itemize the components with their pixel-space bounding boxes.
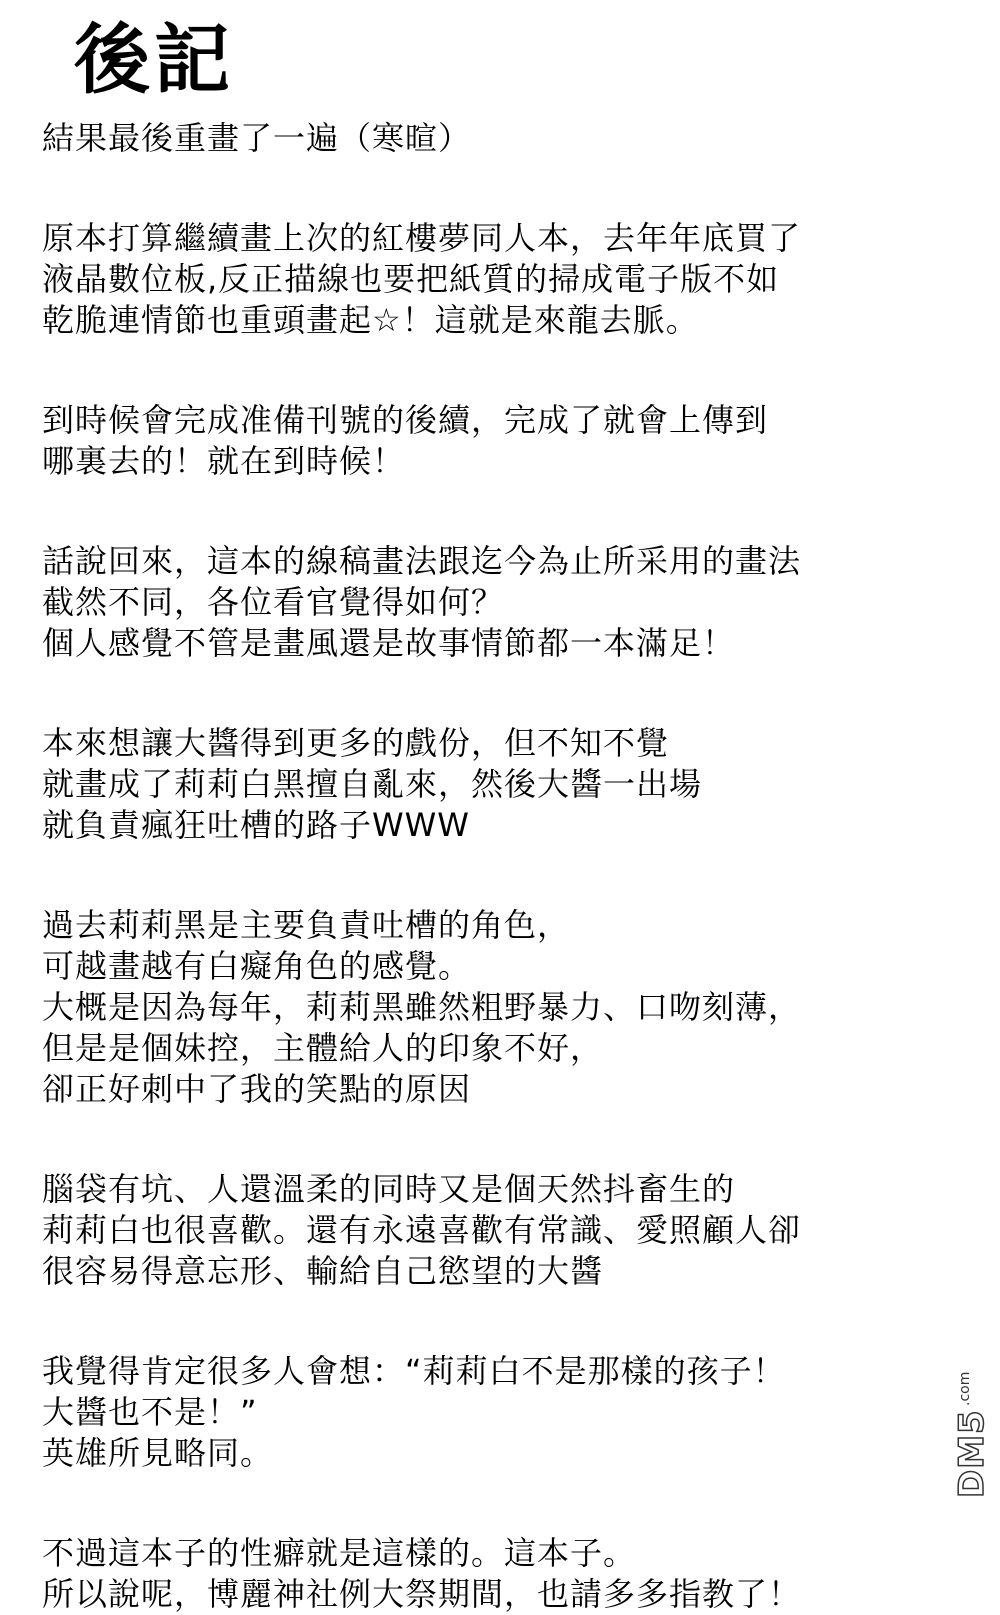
paragraph-gap <box>42 1292 942 1351</box>
text-line: 原本打算繼續畫上次的紅樓夢同人本，去年年底買了 <box>42 219 802 257</box>
text-line: 液晶數位板,反正描線也要把紙質的掃成電子版不如 <box>42 260 780 298</box>
text-line: 所以說呢，博麗神社例大祭期間，也請多多指教了！ <box>42 1575 802 1613</box>
text-line: 結果最後重畫了一遍（寒暄） <box>42 119 472 157</box>
paragraph-gap <box>42 482 942 541</box>
text-line: 大概是因為每年，莉莉黑雖然粗野暴力、口吻刻薄， <box>42 988 802 1026</box>
watermark-text: DM5 <box>952 1409 992 1498</box>
text-line: 截然不同，各位看官覺得如何？ <box>42 583 505 621</box>
paragraph-gap <box>42 846 942 905</box>
paragraph-gap <box>42 1110 942 1169</box>
paragraph-gap <box>42 159 942 218</box>
text-line: 可越畫越有白癡角色的感覺。 <box>42 947 472 985</box>
text-line: 卻正好刺中了我的笑點的原因 <box>42 1070 472 1108</box>
watermark-domain: .com <box>957 1371 973 1406</box>
text-line: 但是是個妹控，主體給人的印象不好， <box>42 1029 604 1067</box>
dm5-watermark-logo <box>945 1350 995 1500</box>
text-line: 腦袋有坑、人還溫柔的同時又是個天然抖畜生的 <box>42 1170 736 1208</box>
text-line: 很容易得意忘形、輸給自己慾望的大醬 <box>42 1252 604 1290</box>
afterword-body <box>42 118 942 1615</box>
text-line: 不過這本子的性癖就是這樣的。這本子。 <box>42 1534 637 1572</box>
text-line: 過去莉莉黑是主要負責吐槽的角色， <box>42 906 571 944</box>
page-title: 後記 <box>74 15 234 104</box>
text-line: 哪裏去的！就在到時候！ <box>42 442 406 480</box>
text-line: 本來想讓大醬得到更多的戲份，但不知不覺 <box>42 724 670 762</box>
text-line: 我覺得肯定很多人會想：“莉莉白不是那樣的孩子！ <box>42 1352 786 1390</box>
text-line: 到時候會完成准備刊號的後續，完成了就會上傳到 <box>42 401 769 439</box>
text-line: 乾脆連情節也重頭畫起☆！這就是來龍去脈。 <box>42 301 699 339</box>
paragraph-gap <box>42 1474 942 1533</box>
text-line: 大醬也不是！” <box>42 1393 258 1431</box>
paragraph-gap <box>42 341 942 400</box>
text-line: 就畫成了莉莉白黑擅自亂來，然後大醬一出場 <box>42 765 703 803</box>
text-line: 莉莉白也很喜歡。還有永遠喜歡有常識、愛照顧人卻 <box>42 1211 802 1249</box>
text-line: 個人感覺不管是畫風還是故事情節都一本滿足！ <box>42 624 736 662</box>
paragraph-gap <box>42 664 942 723</box>
text-line: 話說回來，這本的線稿畫法跟迄今為止所采用的畫法 <box>42 542 802 580</box>
text-line: 英雄所見略同。 <box>42 1434 274 1472</box>
text-line: 就負責瘋狂吐槽的路子WWW <box>42 806 470 844</box>
